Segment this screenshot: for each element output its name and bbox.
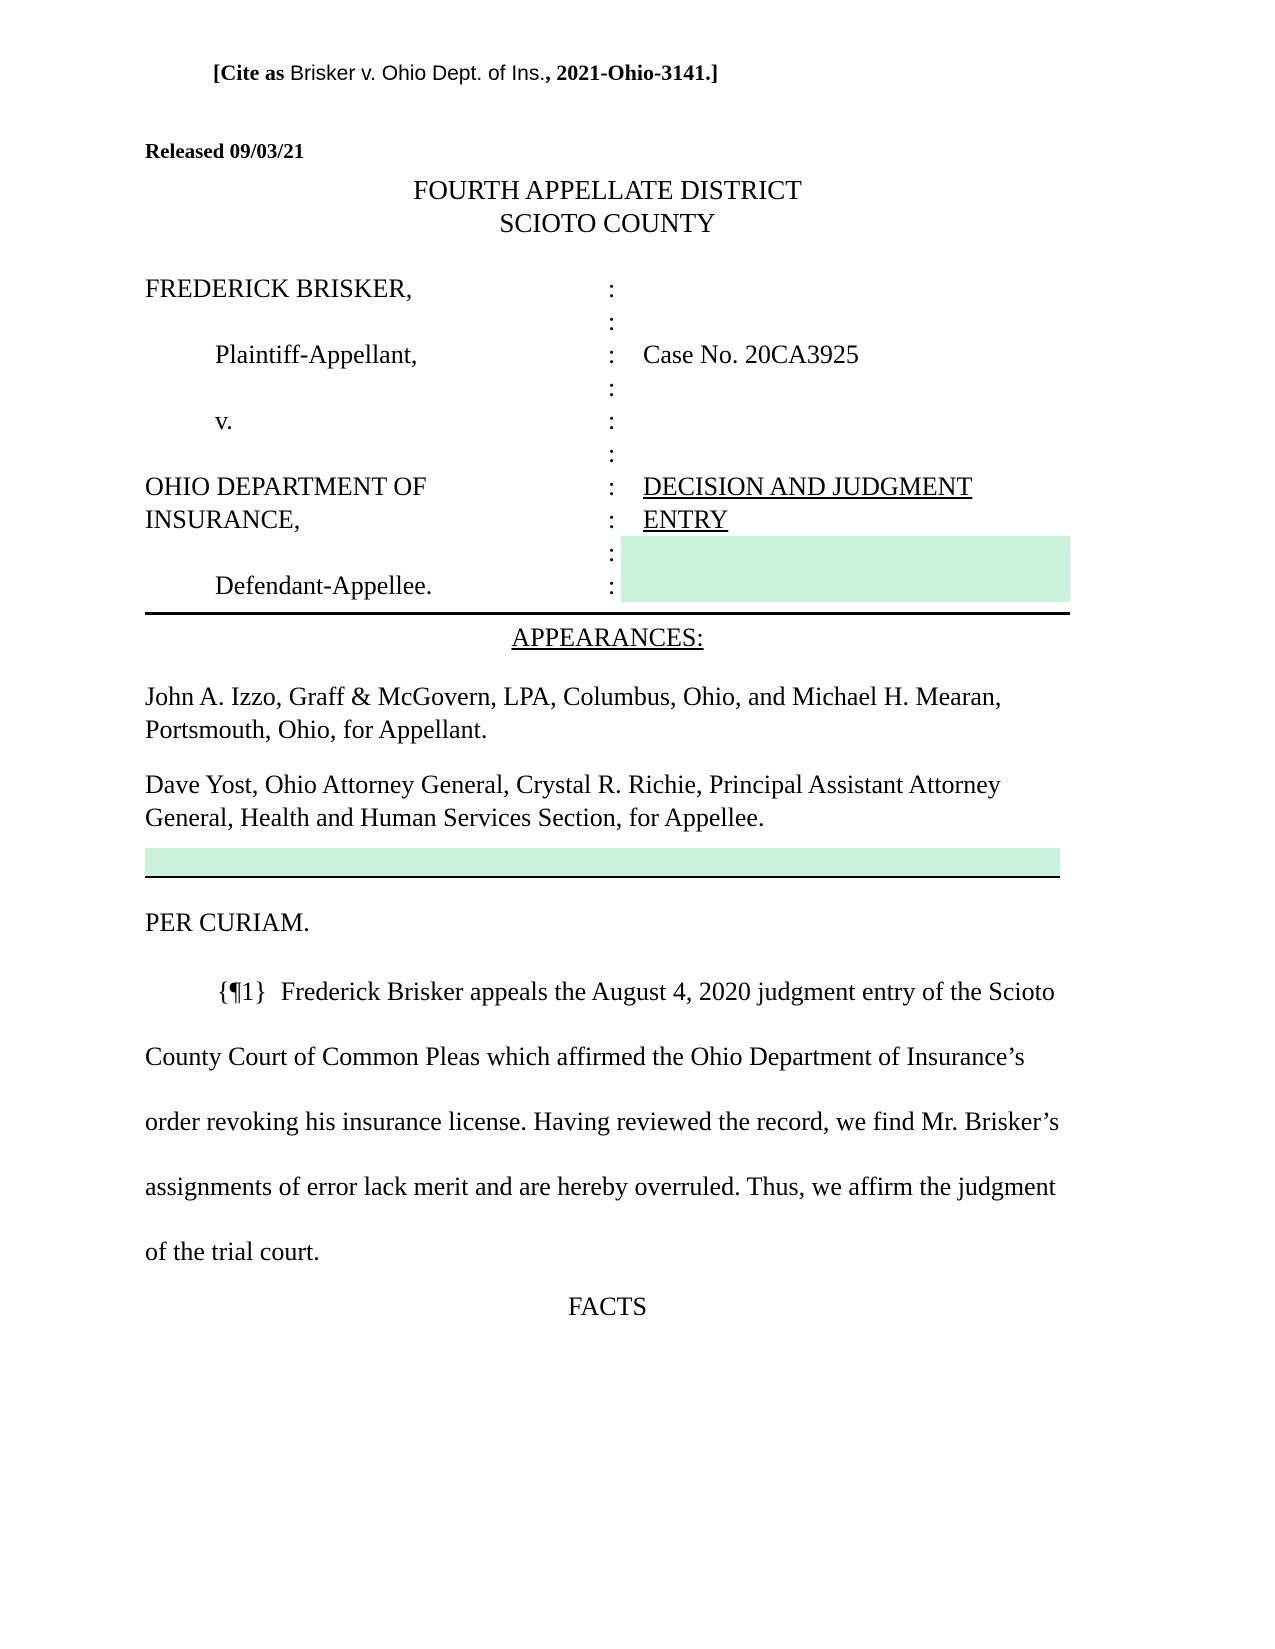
caption-plaintiff-role: Plaintiff-Appellant, xyxy=(215,340,418,369)
court-name: FOURTH APPELLATE DISTRICT xyxy=(413,175,802,205)
caption-decision-title-line2: ENTRY xyxy=(643,505,729,534)
appellee-counsel: Dave Yost, Ohio Attorney General, Crystal R. Richie, Principal Assistant Attorney General, Health and Human Services Section, for Appellee. xyxy=(145,770,1001,832)
cite-prefix: [Cite as xyxy=(213,60,290,85)
caption-colon: : xyxy=(608,439,616,468)
caption-colon: : xyxy=(608,340,616,369)
per-curiam-label: PER CURIAM. xyxy=(145,908,310,937)
appearances-heading-text: APPEARANCES: xyxy=(511,623,704,652)
cite-line xyxy=(213,60,1070,87)
caption-colon: : xyxy=(608,472,616,501)
caption-blank xyxy=(145,305,608,338)
caption-decision-title-line1: DECISION AND JUDGMENT xyxy=(643,472,973,501)
caption-blank xyxy=(145,371,608,404)
caption-colon: : xyxy=(608,571,616,600)
caption-plaintiff-name: FREDERICK BRISKER, xyxy=(145,274,413,303)
caption-blank xyxy=(145,536,608,569)
case-caption xyxy=(145,272,1070,602)
appearances-heading xyxy=(145,621,1070,654)
paragraph-marker: {¶1} xyxy=(217,977,267,1006)
caption-blank xyxy=(145,437,608,470)
caption-defendant-name-line2: INSURANCE, xyxy=(145,505,301,534)
court-heading xyxy=(145,174,1070,240)
caption-highlight-cell xyxy=(621,569,1070,602)
caption-colon: : xyxy=(608,373,616,402)
appellant-counsel: John A. Izzo, Graff & McGovern, LPA, Columbus, Ohio, and Michael H. Mearan, Portsmouth, Ohio, for Appellant. xyxy=(145,682,1002,744)
caption-case-number: Case No. 20CA3925 xyxy=(643,340,859,369)
caption-defendant-name-line1: OHIO DEPARTMENT OF xyxy=(145,472,427,501)
caption-right-cell xyxy=(643,437,1070,470)
caption-highlight-cell xyxy=(621,536,1070,569)
caption-defendant-role: Defendant-Appellee. xyxy=(215,571,433,600)
caption-right-cell xyxy=(643,305,1070,338)
facts-heading: FACTS xyxy=(568,1292,647,1321)
caption-colon: : xyxy=(608,307,616,336)
caption-right-cell xyxy=(643,272,1070,305)
opinion-paragraph-1 xyxy=(145,959,1070,1284)
caption-divider-rule xyxy=(145,612,1070,615)
caption-colon: : xyxy=(608,505,616,534)
highlight-bar-rule xyxy=(145,848,1060,878)
caption-versus: v. xyxy=(215,406,233,435)
cite-suffix: , 2021-Ohio-3141.] xyxy=(545,60,719,85)
caption-right-cell xyxy=(643,404,1070,437)
caption-colon: : xyxy=(608,274,616,303)
caption-colon: : xyxy=(608,406,616,435)
paragraph-text: Frederick Brisker appeals the August 4, 2020 judgment entry of the Scioto County Court of Common Pleas which affirmed the Ohio Department of Insurance’s order revoking his insurance license. Having reviewed the record, we find Mr. Brisker’s assignments of error lack merit and are hereby overruled. Thus, we affirm the judgment of the trial court. xyxy=(145,977,1060,1266)
caption-colon: : xyxy=(608,538,616,567)
cite-case-name: Brisker v. Ohio Dept. of Ins. xyxy=(289,62,546,85)
county-name: SCIOTO COUNTY xyxy=(499,208,716,238)
released-date: Released 09/03/21 xyxy=(145,139,305,163)
caption-right-cell xyxy=(643,371,1070,404)
